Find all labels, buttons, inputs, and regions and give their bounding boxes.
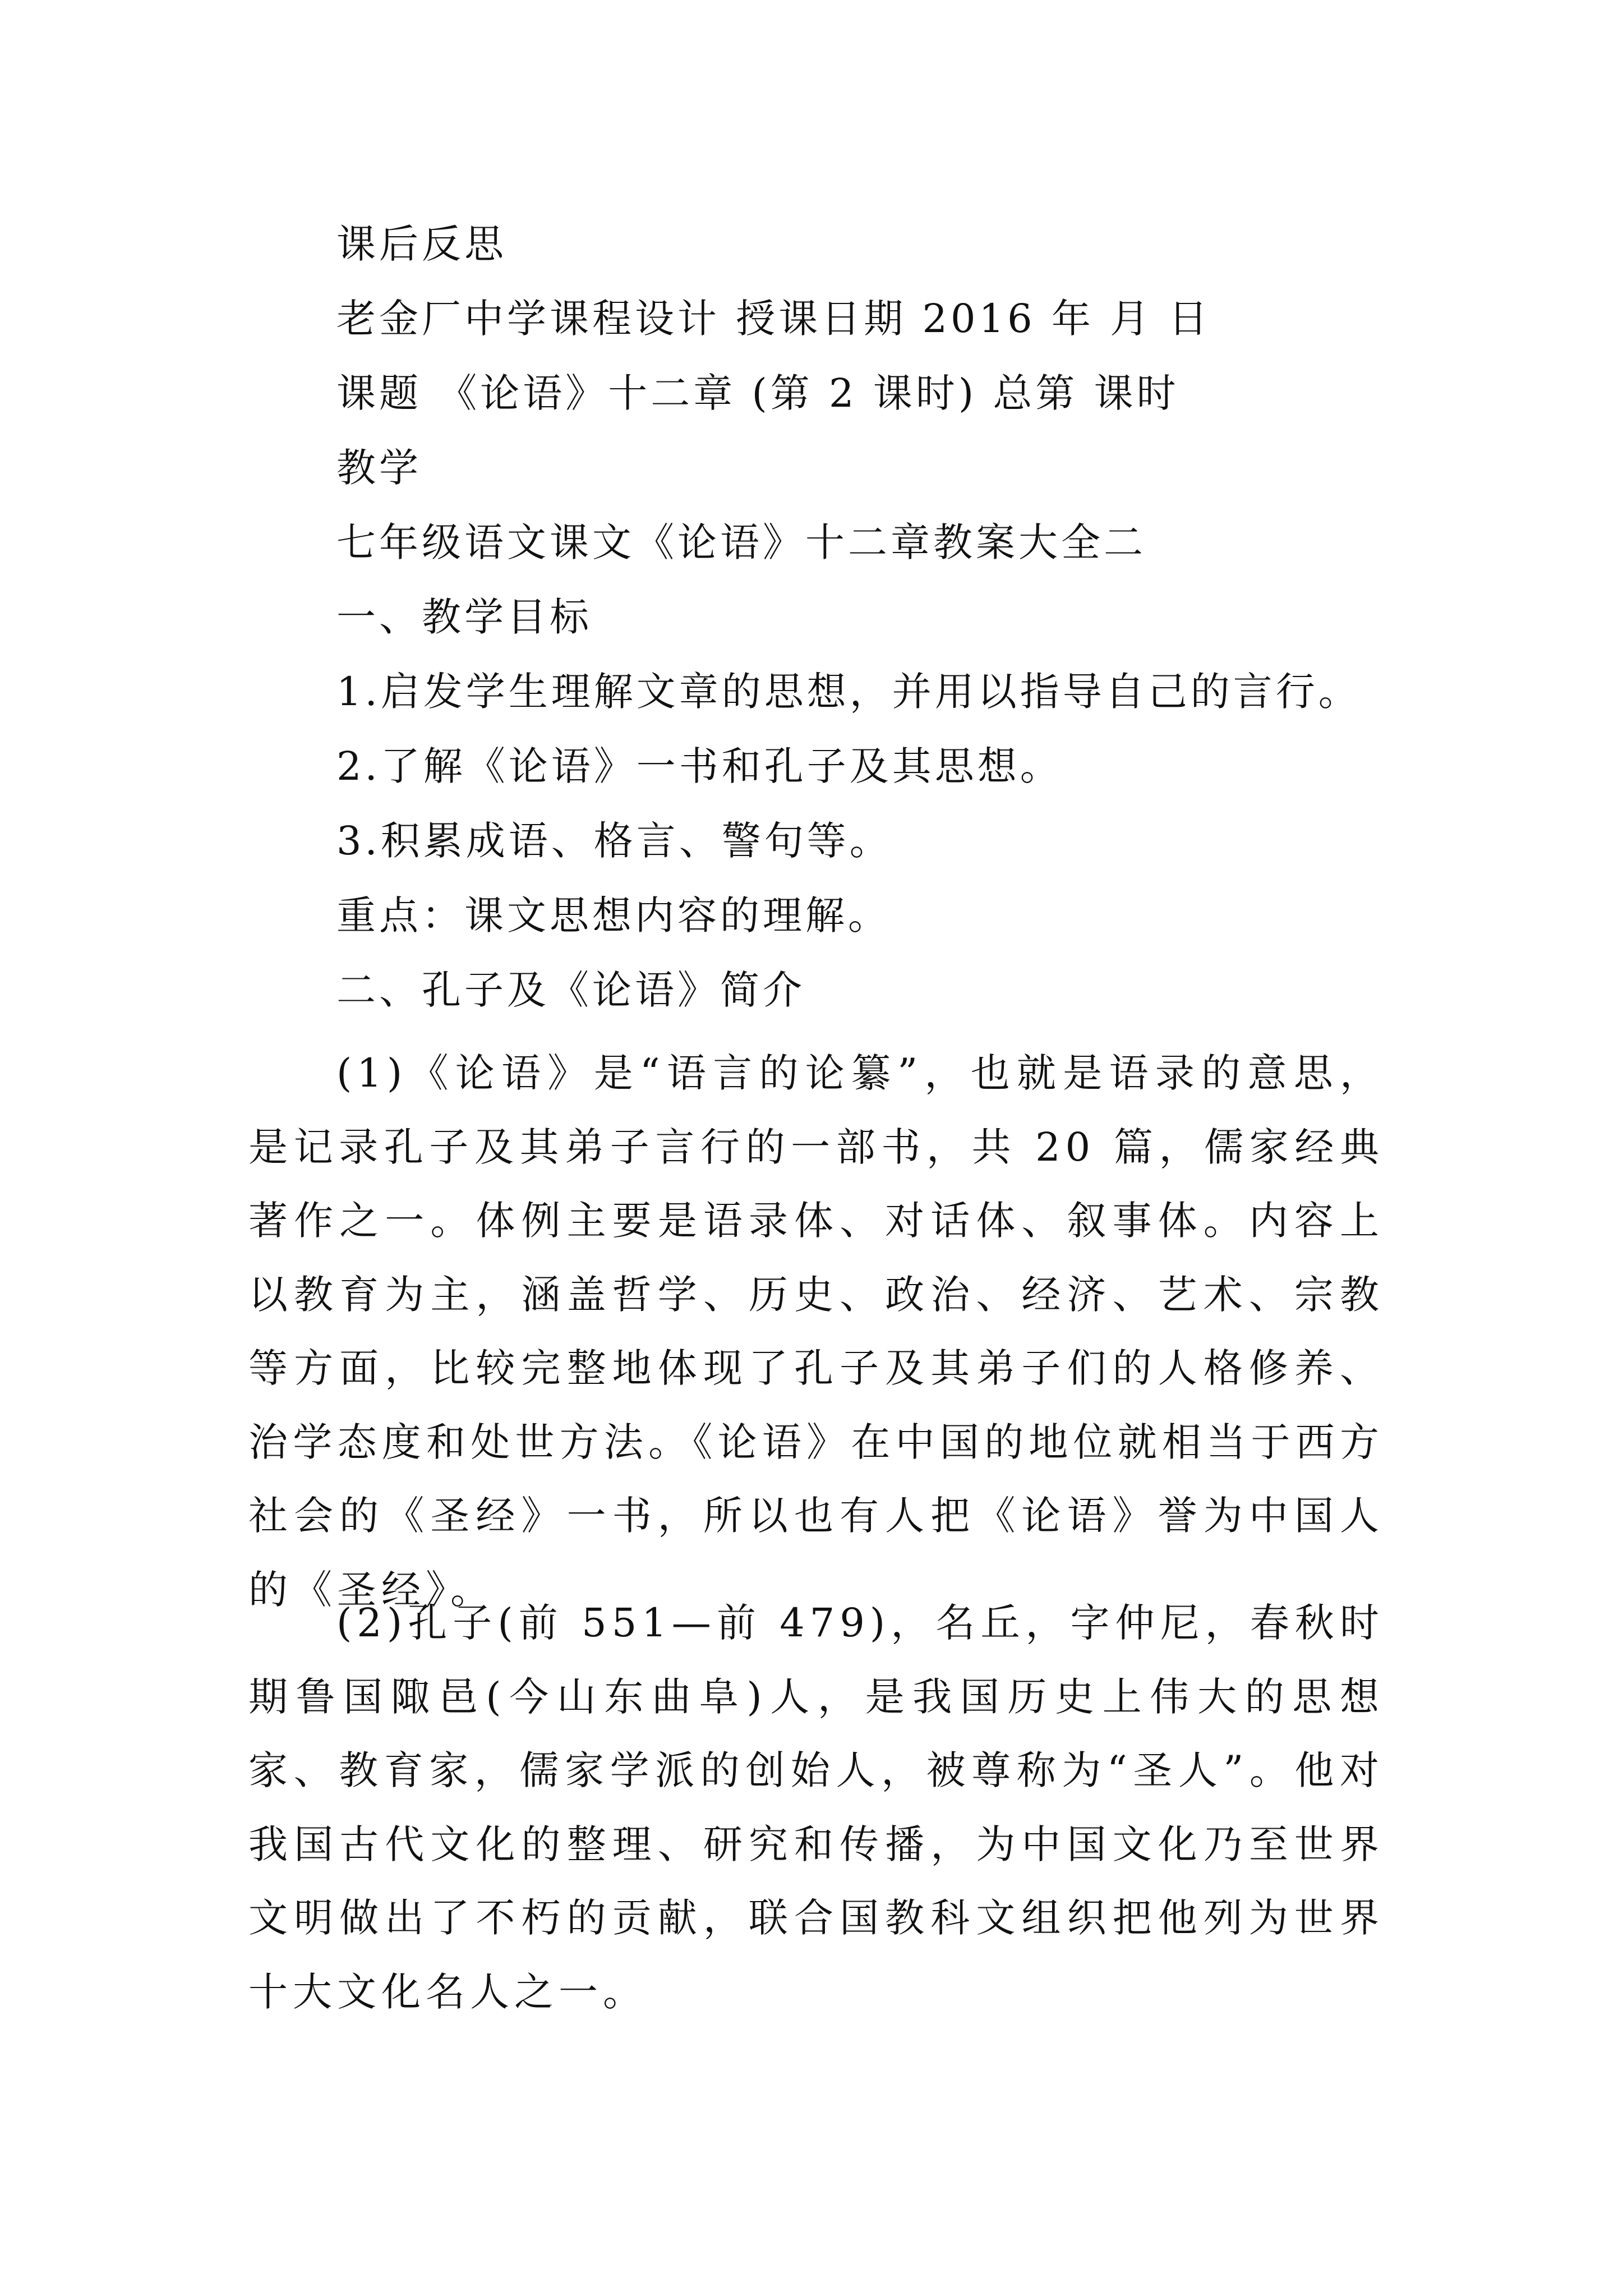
goal-item-2: 2.了解《论语》一书和孔子及其思想。 bbox=[336, 743, 1063, 789]
paragraph-lunyu-intro: (1)《论语》是“语言的论纂”，也就是语录的意思，是记录孔子及其弟子言行的一部书，共 20 篇，儒家经典著作之一。体例主要是语录体、对话体、叙事体。内容上以教育为主，涵盖哲学、历史、政治、经济、艺术、宗教等方面，比较完整地体现了孔子及其弟子们的人格修养、治学态度和处世方法。《论语》在中国的地位就相当于西方社会的《圣经》一书，所以也有人把《论语》誉为中国人的《圣经》。 bbox=[248, 1050, 1384, 1613]
heading-intro: 二、孔子及《论语》简介 bbox=[336, 967, 805, 1013]
heading-teaching-goals: 一、教学目标 bbox=[336, 594, 592, 640]
paragraph-confucius-intro: (2)孔子(前 551—前 479)，名丘，字仲尼，春秋时期鲁国陬邑(今山东曲阜)人，是我国历史上伟大的思想家、教育家，儒家学派的创始人，被尊称为“圣人”。他对我国古代文化的整理、研究和传播，为中国文化乃至世界文明做出了不朽的贡献，联合国教科文组织把他列为世界十大文化名人之一。 bbox=[248, 1600, 1384, 2015]
line-reflection: 课后反思 bbox=[336, 221, 507, 267]
line-teaching: 教学 bbox=[336, 445, 422, 491]
key-point-line: 重点：课文思想内容的理解。 bbox=[336, 892, 891, 938]
goal-item-1: 1.启发学生理解文章的思想，并用以指导自己的言行。 bbox=[336, 669, 1361, 715]
goal-item-3: 3.积累成语、格言、警句等。 bbox=[336, 818, 892, 864]
line-doc-title: 七年级语文课文《论语》十二章教案大全二 bbox=[336, 519, 1146, 565]
line-topic: 课题 《论语》十二章 (第 2 课时) 总第 课时 bbox=[336, 370, 1179, 416]
line-course-design: 老金厂中学课程设计 授课日期 2016 年 月 日 bbox=[336, 296, 1211, 342]
